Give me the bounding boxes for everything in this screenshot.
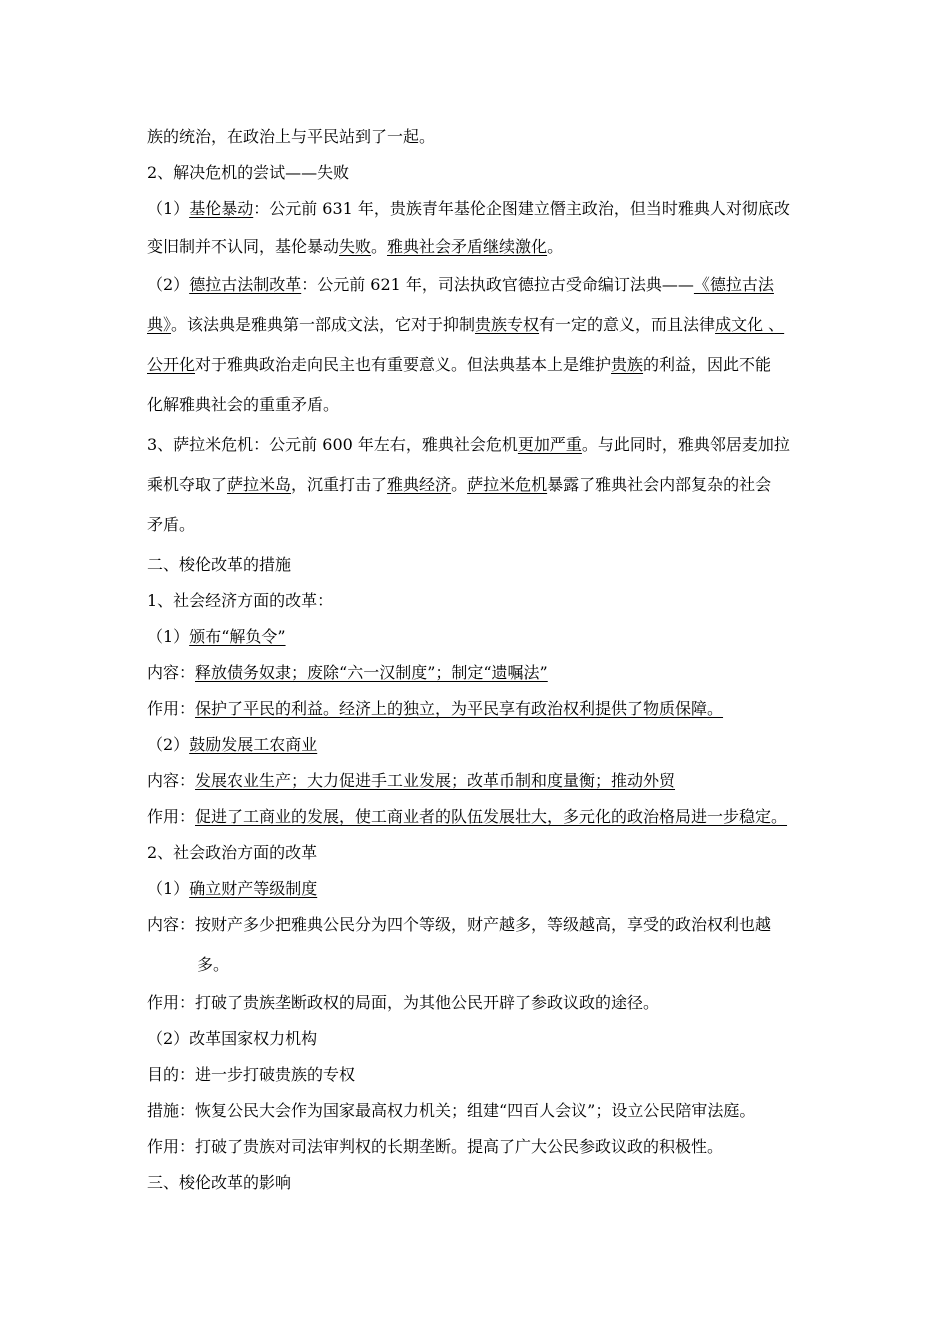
underlined-text: 颁布“解负令” xyxy=(189,627,286,646)
text-line xyxy=(147,434,790,456)
text-segment: 作用： xyxy=(147,807,196,826)
text-segment: （2） xyxy=(147,275,190,294)
text-line xyxy=(147,274,774,296)
text-segment: （2）改革国家权力机构 xyxy=(147,1029,318,1048)
text-line xyxy=(147,554,291,576)
text-line xyxy=(147,1064,355,1086)
underlined-text: 萨拉米岛 xyxy=(227,475,292,494)
text-line xyxy=(147,1028,317,1050)
text-line xyxy=(147,698,723,720)
text-segment: ：公元前 621 年，司法执政官德拉古受命编订法典—— xyxy=(301,275,694,294)
text-line xyxy=(147,314,784,336)
text-line xyxy=(147,662,548,684)
text-line xyxy=(147,354,771,376)
text-line xyxy=(147,198,790,220)
text-segment: 。该法典是雅典第一部成文法，它对于抑制 xyxy=(171,315,476,334)
text-line xyxy=(147,514,195,536)
text-line xyxy=(147,474,771,496)
underlined-text: 公开化 xyxy=(147,355,196,374)
text-segment: （1） xyxy=(147,627,190,646)
text-segment: 矛盾。 xyxy=(147,515,196,534)
text-line xyxy=(147,770,675,792)
text-line xyxy=(147,626,286,648)
text-line xyxy=(147,126,435,148)
underlined-text: 雅典社会矛盾继续激化 xyxy=(387,237,548,256)
text-segment: 目的：进一步打破贵族的专权 xyxy=(147,1065,356,1084)
text-segment: 变旧制并不认同，基伦暴动 xyxy=(147,237,340,256)
text-segment: 暴露了雅典社会内部复杂的社会 xyxy=(547,475,772,494)
underlined-text: 基伦暴动 xyxy=(189,199,254,218)
underlined-text: 鼓励发展工农商业 xyxy=(189,735,318,754)
text-line xyxy=(147,236,563,258)
text-segment: 1、社会经济方面的改革： xyxy=(147,591,334,610)
underlined-text: 德拉古法制改革 xyxy=(189,275,302,294)
underlined-text: 《德拉古法 xyxy=(693,275,774,294)
underlined-text: 成文化 、 xyxy=(715,315,785,334)
underlined-text: 发展农业生产；大力促进手工业发展；改革币制和度量衡；推动外贸 xyxy=(195,771,676,790)
text-segment: ，沉重打击了 xyxy=(291,475,388,494)
text-segment: 。 xyxy=(371,237,388,256)
text-line xyxy=(147,806,787,828)
text-line xyxy=(147,394,339,416)
text-segment: 作用：打破了贵族对司法审判权的长期垄断。提高了广大公民参政议政的积极性。 xyxy=(147,1137,724,1156)
text-segment: 。 xyxy=(547,237,564,256)
text-segment: 3、萨拉米危机：公元前 600 年左右，雅典社会危机 xyxy=(147,435,518,454)
underlined-text: 雅典经济 xyxy=(387,475,452,494)
text-segment: 的利益，因此不能 xyxy=(643,355,772,374)
text-segment: 2、解决危机的尝试——失败 xyxy=(147,163,350,182)
text-segment: （1） xyxy=(147,879,190,898)
text-segment: 2、社会政治方面的改革 xyxy=(147,843,318,862)
text-segment: 二、梭伦改革的措施 xyxy=(147,555,292,574)
text-line xyxy=(147,1172,291,1194)
text-line xyxy=(197,954,229,976)
text-segment: ：公元前 631 年，贵族青年基伦企图建立僭主政治，但当时雅典人对彻底改 xyxy=(253,199,790,218)
underlined-text: 确立财产等级制度 xyxy=(189,879,318,898)
text-segment: 。 xyxy=(451,475,468,494)
underlined-text: 促进了工商业的发展，使工商业者的队伍发展壮大，多元化的政治格局进一步稳定。 xyxy=(195,807,788,826)
text-line xyxy=(147,878,317,900)
text-segment: 乘机夺取了 xyxy=(147,475,228,494)
text-line xyxy=(147,842,317,864)
underlined-text: 贵族 xyxy=(611,355,644,374)
text-segment: 作用：打破了贵族垄断政权的局面，为其他公民开辟了参政议政的途径。 xyxy=(147,993,660,1012)
underlined-text: 失败 xyxy=(339,237,372,256)
underlined-text: 萨拉米危机 xyxy=(467,475,548,494)
text-line xyxy=(147,734,317,756)
text-line xyxy=(147,1136,723,1158)
text-segment: 多。 xyxy=(197,955,230,974)
text-line xyxy=(147,1100,755,1122)
text-segment: 化解雅典社会的重重矛盾。 xyxy=(147,395,340,414)
text-line xyxy=(147,992,659,1014)
text-segment: 三、梭伦改革的影响 xyxy=(147,1173,292,1192)
text-segment: 。与此同时，雅典邻居麦加拉 xyxy=(581,435,790,454)
underlined-text: 释放债务奴隶；废除“六一汉制度”；制定“遗嘱法” xyxy=(195,663,548,682)
text-segment: 族的统治，在政治上与平民站到了一起。 xyxy=(147,127,436,146)
text-segment: 作用： xyxy=(147,699,196,718)
text-segment: 措施：恢复公民大会作为国家最高权力机关；组建“四百人会议”；设立公民陪审法庭。 xyxy=(147,1101,756,1120)
underlined-text: 更加严重 xyxy=(517,435,582,454)
text-segment: 内容： xyxy=(147,771,196,790)
text-line xyxy=(147,914,771,936)
underlined-text: 贵族专权 xyxy=(475,315,540,334)
text-segment: 有一定的意义，而且法律 xyxy=(539,315,716,334)
underlined-text: 保护了平民的利益。经济上的独立，为平民享有政治权利提供了物质保障。 xyxy=(195,699,724,718)
text-segment: （1） xyxy=(147,199,190,218)
text-segment: 对于雅典政治走向民主也有重要意义。但法典基本上是维护 xyxy=(195,355,612,374)
text-segment: 内容：按财产多少把雅典公民分为四个等级，财产越多，等级越高，享受的政治权利也越 xyxy=(147,915,772,934)
text-segment: 内容： xyxy=(147,663,196,682)
text-line xyxy=(147,590,333,612)
text-line xyxy=(147,162,349,184)
text-segment: （2） xyxy=(147,735,190,754)
underlined-text: 典》 xyxy=(147,315,172,334)
